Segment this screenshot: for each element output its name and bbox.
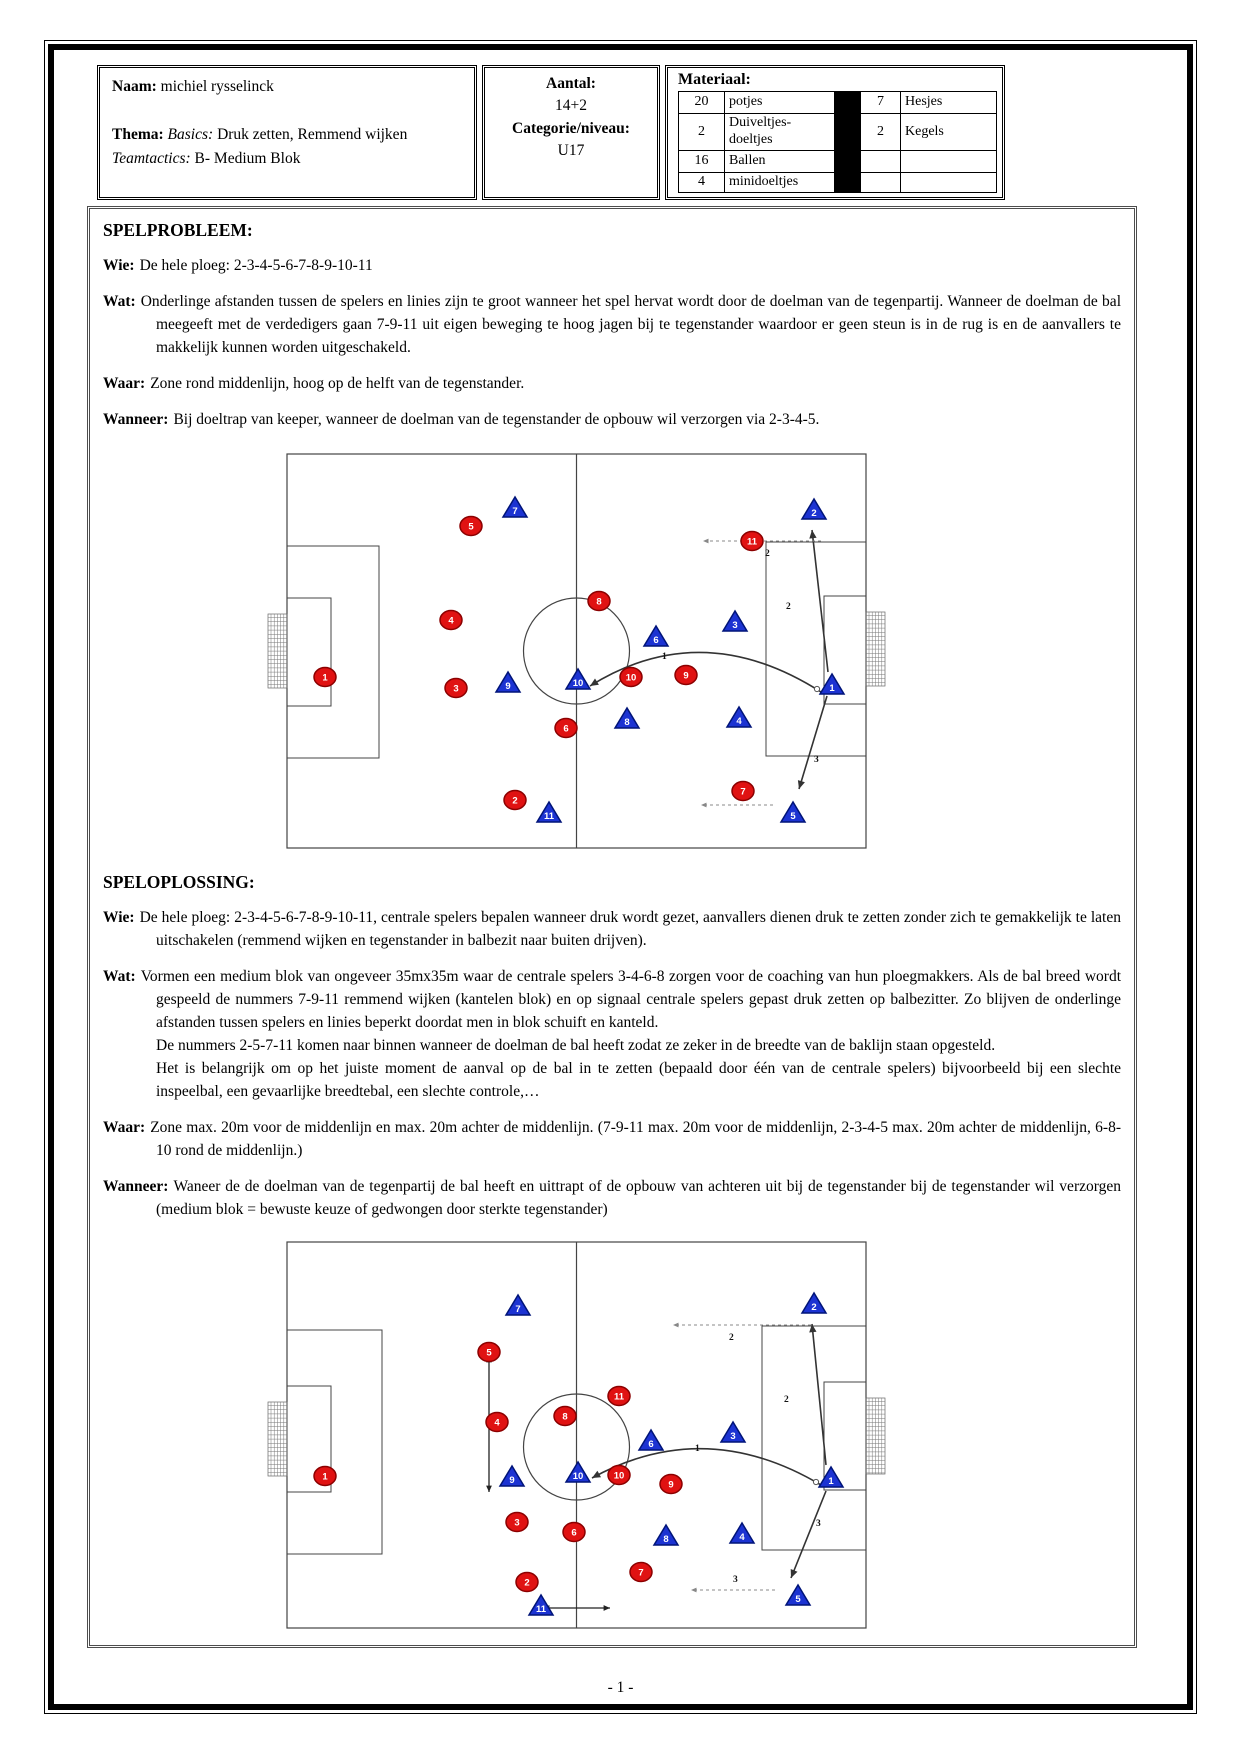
- materiaal-label: Materiaal:: [678, 71, 751, 88]
- player-number: 4: [739, 1532, 745, 1543]
- player-number: 3: [730, 1431, 736, 1442]
- ball-icon: [813, 1479, 818, 1484]
- arrow-number-label: 1: [662, 652, 667, 662]
- wanneer-text: Bij doeltrap van keeper, wanneer de doelman van de tegenstander de opbouw wil verzorgen via 2-3-4-5.: [173, 411, 820, 428]
- player-number: 4: [494, 1417, 500, 1429]
- materiaal-item: Ballen: [725, 151, 835, 173]
- wat-text-1: Vormen een medium blok van ongeveer 35mx35m waar de centrale spelers 3-4-6-8 zorgen voor de coaching van hun ploegmakkers. Als de bal breed wordt gespeeld de nummers 7-9-11 remmend wijken (kantelen blok) en op signaal centrale spelers gepast druk zetten op balbezitter. Zo blijven de onderlinge afstanden tussen spelers en linies beperkt doordat men in blok schuift en kanteld.: [140, 968, 1121, 1031]
- header-naam-box: [97, 65, 477, 200]
- materiaal-color-cell: [835, 92, 861, 114]
- player-number: 2: [811, 508, 817, 519]
- player-number: 9: [505, 681, 511, 692]
- materiaal-item: [901, 151, 997, 173]
- aantal-label: Aantal:: [546, 75, 596, 92]
- waar-label: Waar:: [103, 375, 146, 392]
- arrow-number-label: 3: [733, 1575, 738, 1585]
- waar-label: Waar:: [103, 1119, 146, 1136]
- materiaal-qty: 4: [679, 173, 725, 193]
- spacer: [112, 98, 462, 123]
- materiaal-qty: 16: [679, 151, 725, 173]
- speloplossing-wie: [103, 906, 1121, 952]
- sheet: [54, 50, 1187, 1704]
- player-number: 11: [535, 1604, 547, 1615]
- materiaal-row: [679, 173, 997, 193]
- player-number: 7: [512, 506, 518, 517]
- player-number: 9: [668, 1479, 674, 1491]
- arrow-number-label: 2: [729, 1333, 734, 1343]
- player-number: 4: [736, 716, 742, 727]
- materiaal-color-cell: [835, 151, 861, 173]
- aantal-value: 14+2: [555, 97, 587, 115]
- player-number: 6: [648, 1439, 654, 1450]
- naam-line: [112, 75, 462, 98]
- materiaal-item: [901, 173, 997, 193]
- teamtactics-line: [112, 147, 462, 170]
- speloplossing-wat: [103, 965, 1121, 1034]
- content-box: [87, 206, 1137, 1648]
- materiaal-color-cell: [835, 173, 861, 193]
- materiaal-color-cell: [835, 114, 861, 151]
- player-number: 5: [468, 521, 474, 533]
- spelprobleem-title: SPELPROBLEEM:: [103, 220, 253, 240]
- wie-label: Wie:: [103, 909, 135, 926]
- materiaal-item: Duiveltjes-doeltjes: [725, 114, 835, 151]
- materiaal-item: Kegels: [901, 114, 997, 151]
- player-number: 1: [322, 672, 328, 684]
- thema-basics-label: Basics:: [167, 126, 214, 144]
- player-number: 9: [509, 1475, 515, 1486]
- player-number: 8: [663, 1534, 669, 1545]
- player-number: 11: [746, 536, 758, 548]
- player-number: 1: [828, 1476, 834, 1487]
- player-number: 2: [811, 1302, 817, 1313]
- player-number: 8: [562, 1411, 568, 1423]
- materiaal-qty: 7: [861, 92, 901, 114]
- naam-label: Naam:: [112, 78, 157, 95]
- speloplossing-wat-cont: De nummers 2-5-7-11 komen naar binnen wanneer de doelman de bal heeft zodat ze zeker in de breedte van de baklijn staan opgesteld.: [156, 1037, 996, 1054]
- player-number: 4: [448, 615, 454, 627]
- player-number: 2: [524, 1577, 530, 1589]
- spelprobleem-wanneer: [103, 408, 1121, 431]
- teamtactics-label: Teamtactics:: [112, 149, 191, 167]
- player-number: 1: [322, 1471, 328, 1483]
- wanneer-text: Waneer de de doelman van de tegenpartij de bal heeft en uittrapt of de opbouw van achteren uit bij de tegenstander bij de tegenstander wil verzorgen (medium blok = bewuste keuze of gedwongen door sterkte tegenstander): [156, 1178, 1121, 1218]
- player-number: 8: [624, 717, 630, 728]
- player-number: 3: [732, 620, 738, 631]
- wat-text: Onderlinge afstanden tussen de spelers en linies zijn te groot wanneer het spel hervat wordt door de doelman van de tegenpartij. Wanneer de doelman de bal meegeeft met de verdedigers gaan 7-9-11 uit eigen beweging te hoog jagen bij te tegenstander waardoor er geen steun is in de rug is en de aanvallers te makkelijk kunnen worden uitgeschakeld.: [140, 293, 1121, 356]
- materiaal-qty: [861, 173, 901, 193]
- wat-label: Wat:: [103, 293, 136, 310]
- page-frame-inner: [48, 44, 1193, 1710]
- categorie-value: U17: [557, 142, 585, 160]
- player-number: 5: [790, 811, 796, 822]
- speloplossing-wat-cont: Het is belangrijk om op het juiste moment de aanval op de bal in te zetten (bepaald door één van de centrale spelers) bijvoorbeeld bij een slechte inspeelbal, een gevaarlijke breedtebal, een slechte controle,…: [156, 1060, 1121, 1100]
- materiaal-qty: 20: [679, 92, 725, 114]
- player-number: 6: [571, 1527, 577, 1539]
- player-number: 7: [638, 1567, 644, 1579]
- player-number: 10: [625, 672, 637, 684]
- materiaal-row: [679, 92, 997, 114]
- naam-value: michiel rysselinck: [160, 78, 274, 95]
- header-aantal-box: [482, 65, 660, 200]
- player-number: 10: [572, 1471, 584, 1482]
- materiaal-qty: 2: [861, 114, 901, 151]
- materiaal-row: [679, 151, 997, 173]
- arrow-number-label: 2: [784, 1395, 789, 1405]
- thema-line: [112, 123, 462, 146]
- field-diagram-speloplossing: [265, 1234, 910, 1636]
- materiaal-row: [679, 114, 997, 151]
- speloplossing-wanneer: [103, 1175, 1121, 1221]
- player-number: 3: [514, 1517, 520, 1529]
- materiaal-qty: [861, 151, 901, 173]
- wie-text: De hele ploeg: 2-3-4-5-6-7-8-9-10-11: [139, 257, 373, 274]
- player-number: 5: [795, 1594, 801, 1605]
- player-number: 10: [572, 678, 584, 689]
- player-number: 7: [515, 1304, 521, 1315]
- wie-text: De hele ploeg: 2-3-4-5-6-7-8-9-10-11, centrale spelers bepalen wanneer druk wordt gezet, aanvallers dienen druk te zetten zonder zich te gemakkelijk te laten uitschakelen (remmend wijken en tegenstander in balbezit naar buiten drijven).: [139, 909, 1121, 949]
- wat-label: Wat:: [103, 968, 136, 985]
- page-number: - 1 -: [607, 1679, 634, 1696]
- field-diagram-spelprobleem: [265, 444, 910, 858]
- header-row: [97, 65, 1187, 200]
- player-number: 5: [486, 1347, 492, 1359]
- wie-label: Wie:: [103, 257, 135, 274]
- header-materiaal-box: [665, 65, 1005, 200]
- thema-label: Thema:: [112, 126, 164, 144]
- waar-text: Zone rond middenlijn, hoog op de helft van de tegenstander.: [150, 375, 525, 392]
- arrow-number-label: 3: [814, 755, 819, 765]
- player-number: 8: [596, 596, 602, 608]
- player-number: 10: [613, 1470, 625, 1482]
- wanneer-label: Wanneer:: [103, 1178, 169, 1195]
- waar-text: Zone max. 20m voor de middenlijn en max. 20m achter de middenlijn. (7-9-11 max. 20m voor de middenlijn, 2-3-4-5 max. 20m achter de middenlijn, 6-8-10 rond de middenlijn.): [150, 1119, 1121, 1159]
- materiaal-item: Hesjes: [901, 92, 997, 114]
- player-number: 3: [453, 683, 459, 695]
- player-number: 2: [512, 795, 518, 807]
- player-number: 11: [613, 1391, 625, 1403]
- arrow-number-label: 1: [695, 1444, 700, 1454]
- arrow-number-label: 3: [816, 1519, 821, 1529]
- arrow-number-label: 2: [786, 602, 791, 612]
- player-number: 1: [829, 683, 835, 694]
- spelprobleem-wat: [103, 290, 1121, 359]
- materiaal-table: [678, 91, 997, 193]
- materiaal-item: minidoeltjes: [725, 173, 835, 193]
- arrow-number-label: 2: [765, 549, 770, 559]
- thema-value: Druk zetten, Remmend wijken: [217, 126, 408, 144]
- spelprobleem-wie: [103, 254, 1121, 277]
- ball-icon: [814, 686, 819, 691]
- wanneer-label: Wanneer:: [103, 411, 169, 428]
- player-number: 7: [740, 786, 746, 798]
- speloplossing-title: SPELOPLOSSING:: [103, 872, 255, 892]
- page-frame: [44, 40, 1197, 1714]
- materiaal-item: potjes: [725, 92, 835, 114]
- player-number: 11: [543, 811, 555, 822]
- teamtactics-value: B- Medium Blok: [194, 149, 301, 167]
- categorie-label: Categorie/niveau:: [512, 119, 630, 137]
- materiaal-qty: 2: [679, 114, 725, 151]
- speloplossing-waar: [103, 1116, 1121, 1162]
- player-number: 6: [653, 635, 659, 646]
- player-number: 9: [683, 670, 689, 682]
- spelprobleem-waar: [103, 372, 1121, 395]
- player-number: 6: [563, 723, 569, 735]
